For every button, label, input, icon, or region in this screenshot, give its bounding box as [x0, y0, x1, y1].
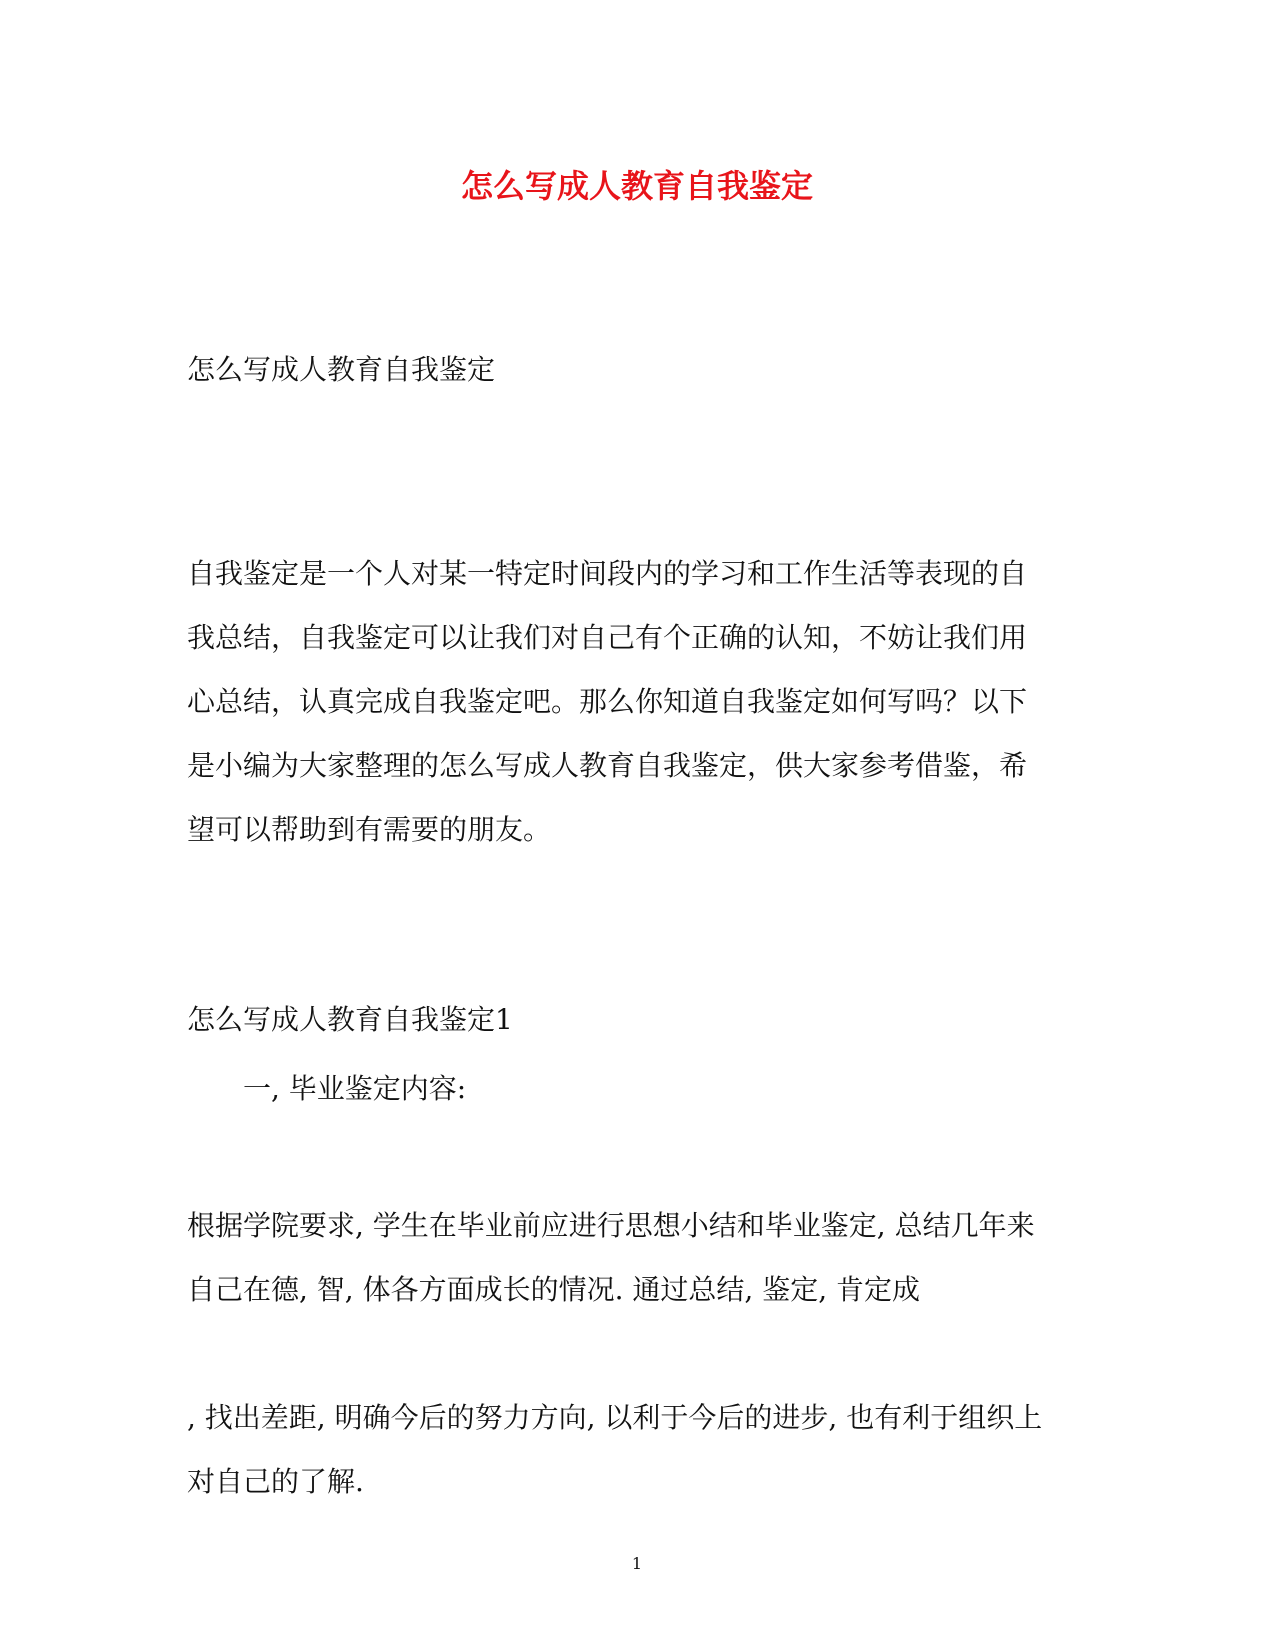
document-title: 怎么写成人教育自我鉴定: [460, 167, 813, 205]
body-paragraph: [187, 1386, 1067, 1514]
paragraph-line: 对自己的了解.: [187, 1465, 364, 1498]
body-paragraph: [187, 1194, 1067, 1322]
intro-line: 我总结，自我鉴定可以让我们对自己有个正确的认知，不妨让我们用: [187, 621, 1028, 654]
intro-line: 是小编为大家整理的怎么写成人教育自我鉴定，供大家参考借鉴，希: [187, 749, 1028, 782]
document-subtitle: 怎么写成人教育自我鉴定: [187, 353, 496, 386]
intro-line: 心总结，认真完成自我鉴定吧。那么你知道自我鉴定如何写吗？以下: [187, 685, 1028, 718]
paragraph-line: , 找出差距, 明确今后的努力方向, 以利于今后的进步, 也有利于组织上: [187, 1401, 1043, 1434]
page-number: 1: [631, 1554, 643, 1573]
paragraph-line: 自己在德, 智, 体各方面成长的情况. 通过总结, 鉴定, 肯定成: [187, 1273, 921, 1306]
item-heading: 一, 毕业鉴定内容:: [243, 1072, 467, 1105]
paragraph-line: 根据学院要求, 学生在毕业前应进行思想小结和毕业鉴定, 总结几年来: [187, 1209, 1035, 1242]
intro-line: 自我鉴定是一个人对某一特定时间段内的学习和工作生活等表现的自: [187, 557, 1028, 590]
intro-paragraph: [187, 542, 1067, 862]
section-heading: 怎么写成人教育自我鉴定1: [187, 1003, 513, 1036]
intro-line: 望可以帮助到有需要的朋友。: [187, 813, 552, 846]
